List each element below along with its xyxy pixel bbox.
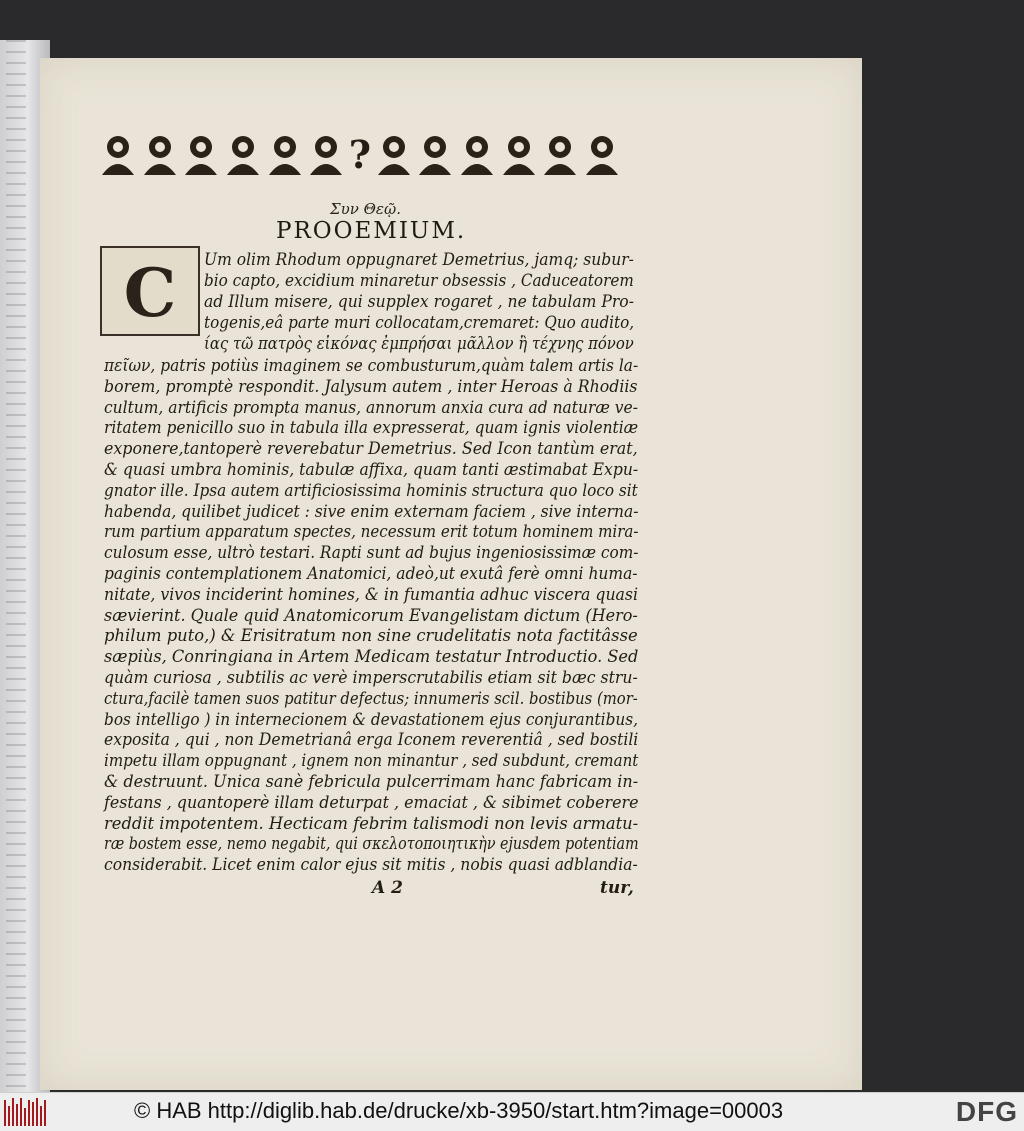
text-line: & destruunt. Unica sanè febricula pulcerrimam hanc fabricam in- (104, 772, 639, 792)
text-line: considerabit. Licet enim calor ejus sit mitis , nobis quasi adblandia- (104, 855, 638, 876)
text-line: philum puto,) & Erisitratum non sine crudelitatis nota factitâsse (104, 626, 638, 647)
text-line: bos intelligo ) in internecionem & devastationem ejus conjurantibus, (104, 709, 639, 730)
text-line: ίας τῶ πατρὸς εἰκόνας ἐμπρήσαι μᾶλλον ἢ τέχνης πόνον (204, 334, 634, 354)
text-line: ræ bostem esse, nemo negabit, qui σκελοτοποιητικὴν ejusdem potentiam (104, 834, 639, 855)
rosette-ornament-icon (223, 131, 263, 177)
dfg-logo: DFG (955, 1096, 1018, 1127)
text-line: cultum, artificis prompta manus, annorum anxia cura ad naturæ ve- (104, 397, 638, 418)
rosette-ornament-icon (582, 131, 622, 177)
text-line: ctura,facilè tamen suos patitur defectus; innumeris scil. bostibus (mor- (104, 688, 638, 709)
text-line: impetu illam oppugnant , ignem non minantur , sed subdunt, cremant (104, 751, 639, 772)
page-title: PROOEMIUM. (276, 218, 467, 244)
rosette-ornament-icon (140, 131, 180, 177)
rosette-ornament-icon (98, 131, 138, 177)
rosette-ornament-icon (306, 131, 346, 177)
text-line: gnator ille. Ipsa autem artificiosissima hominis structura quo loco sit (104, 480, 638, 501)
hab-logo-icon (4, 1098, 50, 1126)
catchword: tur, (600, 878, 634, 898)
greek-invocation: Συν Θεῷ. (330, 200, 401, 218)
rosette-ornament-icon (499, 131, 539, 177)
drop-cap-initial (100, 246, 200, 336)
text-line: ritatem penicillo suo in tabula illa expresserat, quam ignis violentiæ (104, 418, 639, 439)
rosette-ornament-icon (540, 131, 580, 177)
text-line: culosum esse, ultrò testari. Rapti sunt ad bujus ingeniosissimæ com- (104, 543, 639, 564)
text-line: exponere,tantoperè reverebatur Demetrius. Sed Icon tantùm erat, (104, 439, 638, 460)
rosette-ornament-icon (415, 131, 455, 177)
text-line: rum partium apparatum spectes, necessum erit totum hominem mira- (104, 522, 639, 543)
text-line: exposita , qui , non Demetrianâ erga Iconem reverentiâ , sed bostili (104, 730, 639, 751)
rosette-ornament-icon (265, 131, 305, 177)
text-line: Um olim Rhodum oppugnaret Demetrius, jamq; subur- (204, 250, 634, 270)
source-url-link[interactable]: © HAB http://diglib.hab.de/drucke/xb-3950/start.htm?image=00003 (134, 1098, 784, 1123)
text-line: πεῖων, patris potiùs imaginem se combusturum,quàm talem artis la- (104, 356, 639, 376)
text-line: ad Illum misere, qui supplex rogaret , ne tabulam Pro- (204, 292, 634, 312)
text-line: sævierint. Quale quid Anatomicorum Evangelistam dictum (Hero- (104, 605, 638, 626)
text-line: reddit impotentem. Hecticam febrim talismodi non levis armatu- (104, 813, 639, 834)
ornament-band (98, 128, 622, 180)
viewer-footer (0, 1092, 1024, 1131)
signature-mark: A 2 (372, 878, 403, 898)
drop-cap-letter: C (123, 254, 177, 332)
text-line: borem, promptè respondit. Jalysum autem , inter Heroas à Rhodiis (104, 376, 638, 397)
rosette-ornament-icon (374, 131, 414, 177)
text-line: & quasi umbra hominis, tabulæ affixa, quam tanti æstimabat Expu- (104, 460, 639, 480)
text-line: quàm curiosa , subtilis ac verè imperscrutabilis etiam sit bæc stru- (104, 668, 638, 688)
page-edge-stack (6, 40, 26, 1092)
text-line: nitate, vivos inciderint homines, & in fumantia adhuc viscera quasi (104, 584, 639, 605)
rosette-ornament-icon (181, 131, 221, 177)
text-line: togenis,eâ parte muri collocatam,cremaret: Quo audito, (204, 313, 635, 333)
rosette-ornament-icon (457, 131, 497, 177)
text-line: sæpiùs, Conringiana in Artem Medicam testatur Introductio. Sed (104, 647, 639, 668)
text-line: paginis contemplationem Anatomici, adeò,ut exutâ ferè omni huma- (104, 564, 638, 584)
text-line: festans , quantoperè illam deturpat , emaciat , & sibimet coberere (104, 792, 639, 813)
text-line: bio capto, excidium minaretur obsessis , Caduceatorem (204, 271, 634, 291)
ornament-center-glyph: ? (348, 131, 372, 177)
text-line: habenda, quilibet judicet : sive enim externam faciem , sive interna- (104, 501, 639, 522)
